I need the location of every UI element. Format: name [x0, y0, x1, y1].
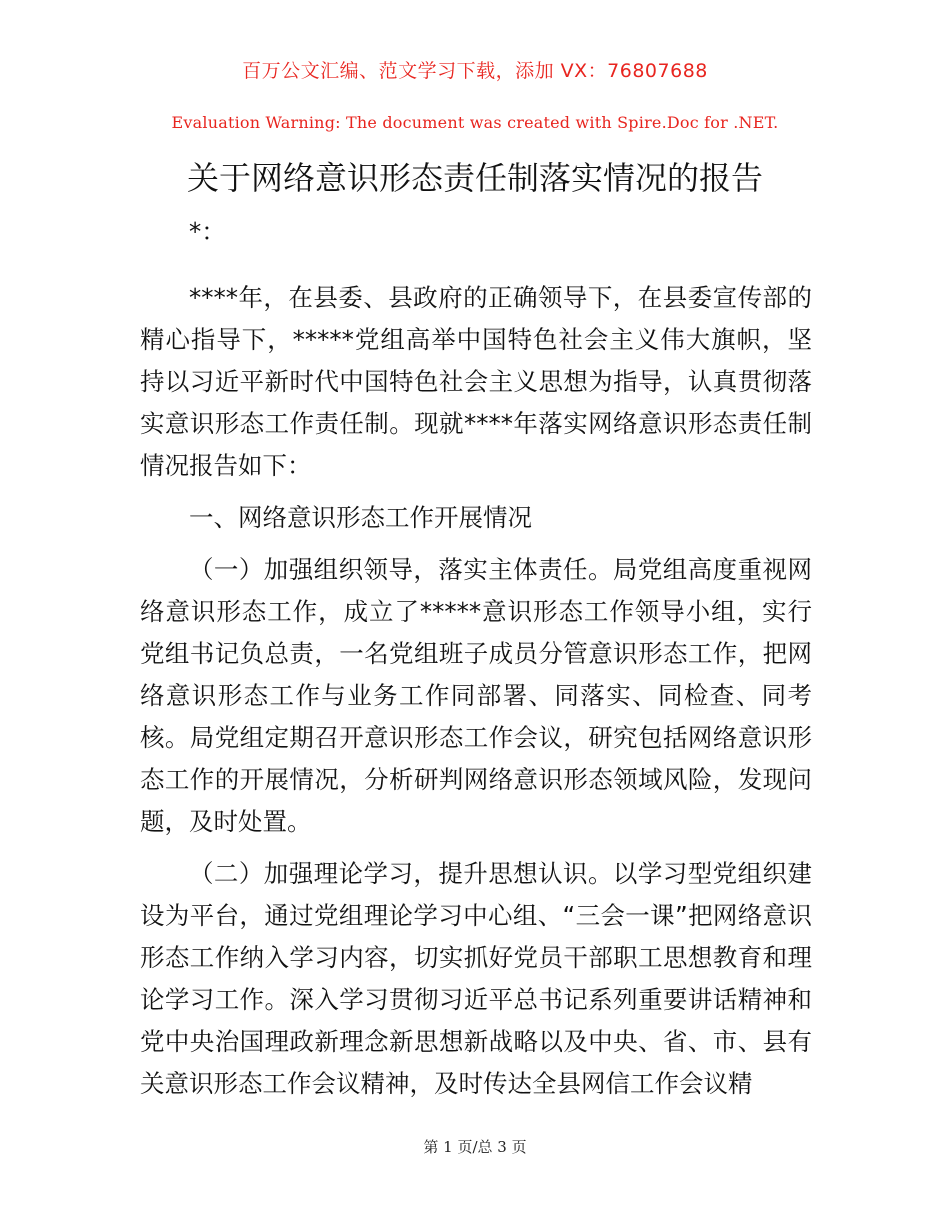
page-number: 第 1 页/总 3 页 — [423, 1138, 527, 1156]
section-heading-1: 一、网络意识形态工作开展情况 — [189, 503, 532, 532]
evaluation-warning: Evaluation Warning: The document was created with Spire.Doc for .NET. — [171, 113, 779, 132]
header-ad-text: 百万公文汇编、范文学习下载，添加 VX：76807688 — [242, 60, 708, 82]
salutation: *： — [189, 217, 226, 246]
document-body — [140, 211, 812, 1105]
paragraph-theory-study: （二）加强理论学习，提升思想认识。以学习型党组织建设为平台，通过党组理论学习中心组、“三会一课”把网络意识形态工作纳入学习内容，切实抓好党员干部职工思想教育和理论学习工作。深入学习贯彻习近平总书记系列重要讲话精神和党中央治国理政新理念新思想新战略以及中央、省、市、县有关意识形态工作会议精神，及时传达全县网信工作会议精 — [140, 859, 812, 1098]
document-title: 关于网络意识形态责任制落实情况的报告 — [186, 159, 763, 197]
paragraph-intro: ****年，在县委、县政府的正确领导下，在县委宣传部的精心指导下，*****党组高举中国特色社会主义伟大旗帜，坚持以习近平新时代中国特色社会主义思想为指导，认真贯彻落实意识形态工作责任制。现就****年落实网络意识形态责任制情况报告如下： — [140, 283, 812, 480]
paragraph-organization-leadership: （一）加强组织领导，落实主体责任。局党组高度重视网络意识形态工作，成立了*****意识形态工作领导小组，实行党组书记负总责，一名党组班子成员分管意识形态工作，把网络意识形态工作与业务工作同部署、同落实、同检查、同考核。局党组定期召开意识形态工作会议，研究包括网络意识形态工作的开展情况，分析研判网络意识形态领域风险，发现问题，及时处置。 — [140, 555, 812, 836]
